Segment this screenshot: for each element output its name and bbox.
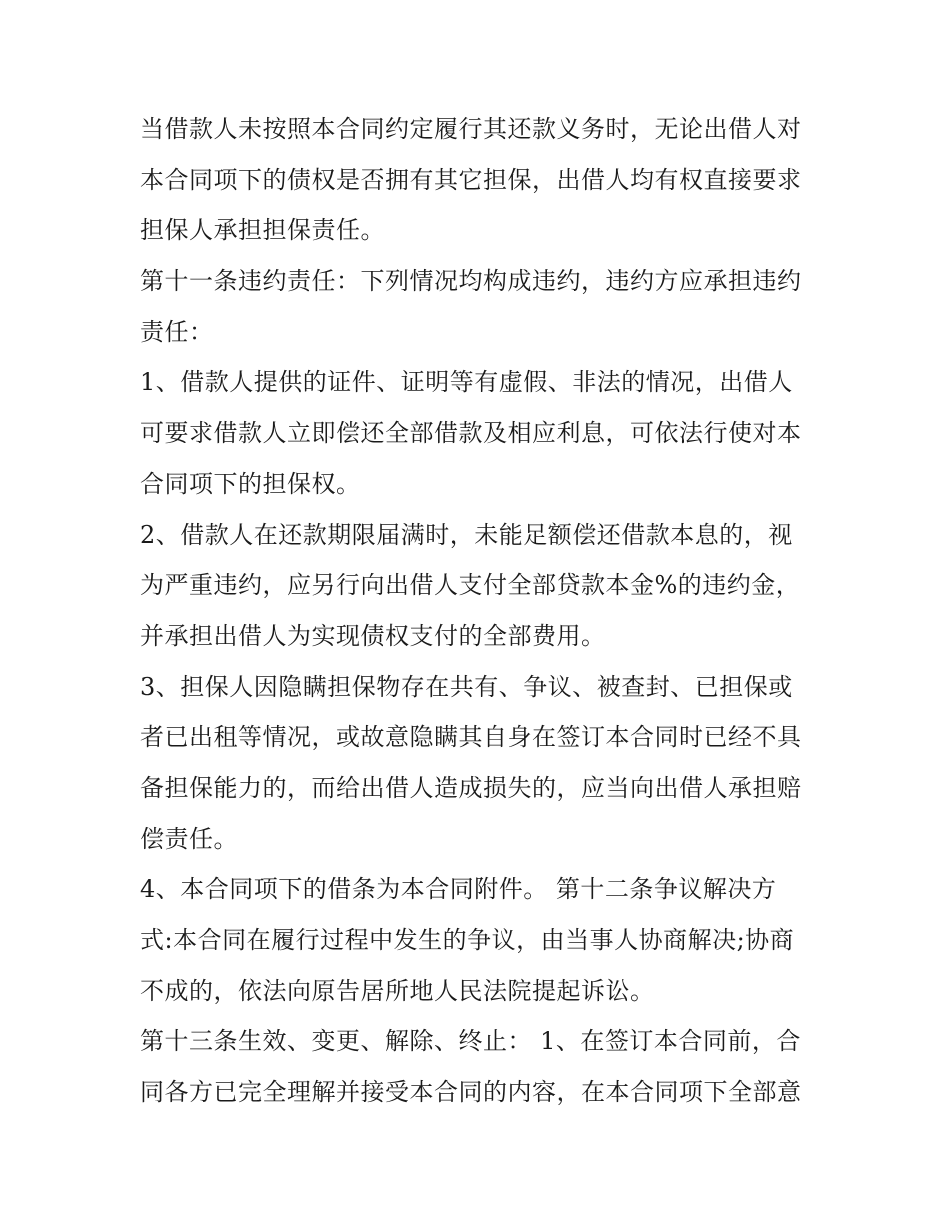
text-line: 第十一条违约责任：下列情况均构成违约，违约方应承担违约 <box>140 267 802 296</box>
text-line: 并承担出借人为实现债权支付的全部费用。 <box>140 621 606 650</box>
text-line: 备担保能力的，而给出借人造成损失的，应当向出借人承担赔 <box>140 773 802 802</box>
text-line: 本合同项下的债权是否拥有其它担保，出借人均有权直接要求 <box>140 165 802 194</box>
text-line: 1、借款人提供的证件、证明等有虚假、非法的情况，出借人 <box>140 368 793 397</box>
text-line: 担保人承担担保责任。 <box>140 216 385 245</box>
text-line: 3、担保人因隐瞒担保物存在共有、争议、被查封、已担保或 <box>140 672 793 701</box>
text-line: 合同项下的担保权。 <box>140 469 361 498</box>
text-line: 可要求借款人立即偿还全部借款及相应利息，可依法行使对本 <box>140 419 802 448</box>
text-line: 同各方已完全理解并接受本合同的内容，在本合同项下全部意 <box>140 1078 802 1107</box>
text-line: 不成的，依法向原告居所地人民法院提起诉讼。 <box>140 976 655 1005</box>
text-line: 4、本合同项下的借条为本合同附件。 第十二条争议解决方 <box>140 875 777 904</box>
document-body <box>140 104 830 1118</box>
text-line: 2、借款人在还款期限届满时，未能足额偿还借款本息的，视 <box>140 520 793 549</box>
text-line: 者已出租等情况，或故意隐瞒其自身在签订本合同时已经不具 <box>140 723 802 752</box>
text-line: 式:本合同在履行过程中发生的争议，由当事人协商解决;协商 <box>140 926 795 954</box>
text-line: 责任： <box>140 317 214 346</box>
text-line: 当借款人未按照本合同约定履行其还款义务时，无论出借人对 <box>140 115 802 143</box>
text-line: 偿责任。 <box>140 824 238 853</box>
text-line: 第十三条生效、变更、解除、终止： 1、在签订本合同前，合 <box>140 1027 801 1056</box>
text-line: 为严重违约，应另行向出借人支付全部贷款本金%的违约金， <box>140 571 801 600</box>
